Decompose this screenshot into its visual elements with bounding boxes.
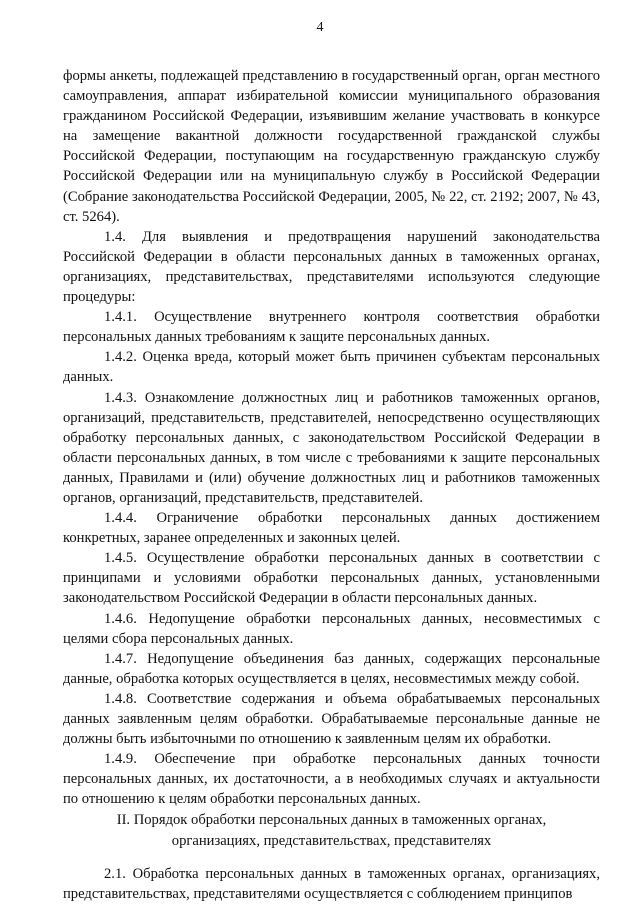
paragraph-2-1: 2.1. Обработка персональных данных в таможенных органах, организациях, представительствах, представителями осуществляется с соблюдением принципов: [63, 865, 600, 902]
paragraph-1-4: 1.4. Для выявления и предотвращения нарушений законодательства Российской Федерации в области персональных данных в таможенных органах, организациях, представительствах, представителями используются следующие процедуры:: [63, 228, 600, 306]
paragraph-1-4-7: 1.4.7. Недопущение объединения баз данных, содержащих персональные данные, обработка которых осуществляется в целях, несовместимых между собой.: [63, 650, 600, 687]
paragraph-continuation: формы анкеты, подлежащей представлению в государственный орган, орган местного самоуправления, аппарат избирательной комиссии муниципального образования гражданином Российской Федерации, изъявившим желание участвовать в конкурсе на замещение вакантной должности государственной гражданской службы Российской Федерации, поступающим на государственную гражданскую службу Российской Федерации или на муниципальную службу в Российской Федерации (Собрание законодательства Российской Федерации, 2005, № 22, ст. 2192; 2007, № 43, ст. 5264).: [63, 68, 600, 225]
document-body: [63, 66, 600, 904]
page-number: 4: [316, 20, 324, 35]
paragraph-1-4-4: 1.4.4. Ограничение обработки персональных данных достижением конкретных, заранее определенных и законных целей.: [63, 510, 600, 547]
paragraph-1-4-9: 1.4.9. Обеспечение при обработке персональных данных точности персональных данных, их достаточности, а в необходимых случаях и актуальности по отношению к целям обработки персональных данных.: [63, 751, 600, 808]
paragraph-1-4-5: 1.4.5. Осуществление обработки персональных данных в соответствии с принципами и условиями обработки персональных данных, установленными законодательством Российской Федерации в области персональных данных.: [63, 550, 600, 607]
section-heading-line-2: организациях, представительствах, представителях: [171, 832, 492, 849]
paragraph-1-4-1: 1.4.1. Осуществление внутреннего контроля соответствия обработки персональных данных требованиям к защите персональных данных.: [63, 309, 600, 346]
paragraph-1-4-6: 1.4.6. Недопущение обработки персональных данных, несовместимых с целями сбора персональных данных.: [63, 610, 600, 647]
paragraph-1-4-2: 1.4.2. Оценка вреда, который может быть причинен субъектам персональных данных.: [63, 349, 600, 386]
section-heading: [63, 810, 600, 850]
paragraph-1-4-3: 1.4.3. Ознакомление должностных лиц и работников таможенных органов, организаций, представительств, представителей, непосредственно осуществляющих обработку персональных данных, с законодательством Российской Федерации в области персональных данных, в том числе с требованиями к защите персональных данных, Правилами и (или) обучение должностных лиц и работников таможенных органов, организаций, представительств, представителей.: [63, 389, 600, 506]
section-heading-line-1: II. Порядок обработки персональных данных в таможенных органах,: [116, 812, 547, 829]
paragraph-1-4-8: 1.4.8. Соответствие содержания и объема обрабатываемых персональных данных заявленным целям обработки. Обрабатываемые персональные данные не должны быть избыточными по отношению к заявленным целям их обработки.: [63, 690, 600, 748]
